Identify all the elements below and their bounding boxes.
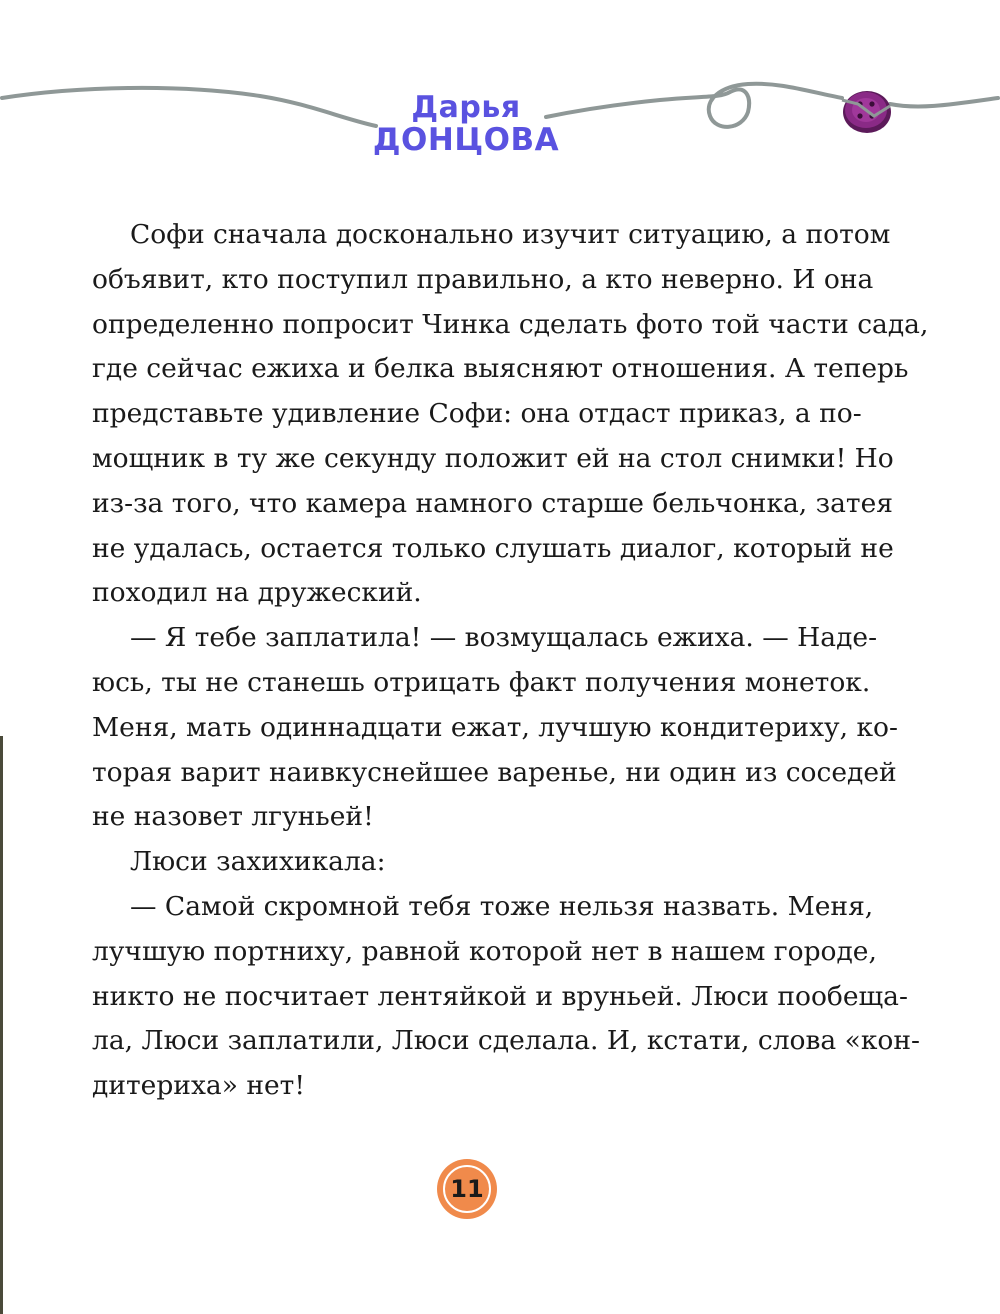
author-first-name: Дарья	[411, 90, 521, 125]
text-line: объявит, кто поступил правильно, а кто неверно. И она	[92, 263, 874, 295]
story-text	[92, 213, 929, 1109]
author-name	[366, 92, 566, 156]
text-line: не назовет лгуньей!	[92, 801, 374, 833]
text-line: где сейчас ежиха и белка выясняют отношения. А теперь	[92, 353, 909, 385]
paragraph	[92, 840, 852, 885]
paragraph	[92, 213, 929, 616]
text-line: — Самой скромной тебя тоже нельзя назвать. Меня,	[130, 890, 874, 922]
text-line: Софи сначала досконально изучит ситуацию, а потом	[130, 219, 891, 250]
text-line: ла, Люси заплатили, Люси сделала. И, кстати, слова «кон-	[92, 1025, 920, 1057]
text-line: — Я тебе заплатила! — возмущалась ежиха. — Наде-	[130, 622, 878, 654]
text-line: никто не посчитает лентяйкой и вруньей. Люси пообеща-	[92, 980, 908, 1012]
author-last-name: ДОНЦОВА	[372, 121, 560, 158]
text-line: Меня, мать одиннадцати ежат, лучшую кондитериху, ко-	[92, 711, 898, 743]
text-line: мощник в ту же секунду положит ей на стол снимки! Но	[92, 442, 894, 474]
text-line: не удалась, остается только слушать диалог, который не	[92, 532, 894, 564]
text-line: представьте удивление Софи: она отдаст приказ, а по-	[92, 398, 862, 430]
thread-right	[546, 84, 842, 127]
text-line: юсь, ты не станешь отрицать факт получения монеток.	[92, 666, 871, 698]
text-line: из-за того, что камера намного старше бельчонка, затея	[92, 487, 893, 519]
text-line: торая варит наивкуснейшее варенье, ни один из соседей	[92, 756, 897, 788]
page-number-badge	[436, 1158, 498, 1220]
text-line: дитериха» нет!	[92, 1070, 305, 1102]
thread-end	[890, 98, 998, 106]
text-line: Люси захихикала:	[130, 846, 386, 878]
text-line: походил на дружеский.	[92, 577, 422, 609]
paragraph	[92, 616, 898, 840]
thread-left	[2, 88, 376, 126]
text-line: лучшую портниху, равной которой нет в нашем городе,	[92, 935, 877, 967]
text-line: определенно попросит Чинка сделать фото той части сада,	[92, 308, 929, 340]
page-edge-shadow	[0, 736, 3, 1314]
page-number: 11	[450, 1175, 484, 1203]
purple-button-icon	[842, 91, 891, 133]
paragraph	[92, 885, 920, 1109]
